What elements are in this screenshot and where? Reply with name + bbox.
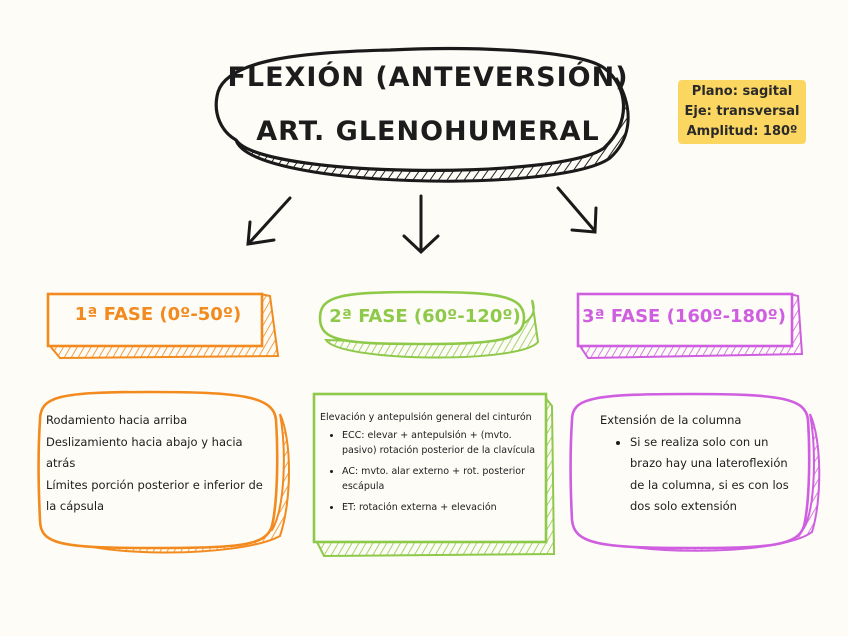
phase2-intro: Elevación y antepulsión general del cinturón: [320, 412, 532, 423]
phase3-list: [600, 432, 790, 518]
phase2-title: 2ª FASE (60º-120º): [329, 306, 521, 327]
arrow-right: [558, 188, 596, 232]
phase3-content: [600, 410, 790, 518]
plane-label: Plano: sagital: [691, 84, 793, 99]
phase2-content: [320, 410, 538, 520]
phase1-title: 1ª FASE (0º-50º): [74, 304, 242, 325]
phase1-line: Límites porción posterior e inferior de la cápsula: [46, 477, 263, 513]
phase1-line: Deslizamiento hacia abajo y hacia atrás: [46, 434, 243, 470]
info-badge: [678, 80, 806, 144]
arrow-left: [248, 198, 290, 244]
arrow-center: [404, 196, 438, 252]
range-label: Amplitud: 180º: [686, 124, 798, 139]
phase1-line: Rodamiento hacia arriba: [46, 413, 188, 427]
axis-label: Eje: transversal: [684, 104, 800, 119]
phase3-title: 3ª FASE (160º-180º): [581, 306, 786, 327]
phase2-bullet: • ET: rotación externa + elevación: [342, 500, 538, 516]
title-line-2: ART. GLENOHUMERAL: [256, 116, 600, 147]
phase3-bullet: • Si se realiza solo con un brazo hay una lateroflexión de la columna, si es con los dos solo extensión: [630, 432, 790, 518]
phase3-intro: Extensión de la columna: [600, 413, 742, 427]
title-line-1: FLEXIÓN (ANTEVERSIÓN): [227, 62, 629, 93]
phase1-content: [46, 410, 264, 518]
phase2-list: [320, 428, 538, 516]
phase2-bullet: • AC: mvto. alar externo + rot. posterior escápula: [342, 464, 538, 495]
phase2-bullet: • ECC: elevar + antepulsión + (mvto. pasivo) rotación posterior de la clavícula: [342, 428, 538, 459]
